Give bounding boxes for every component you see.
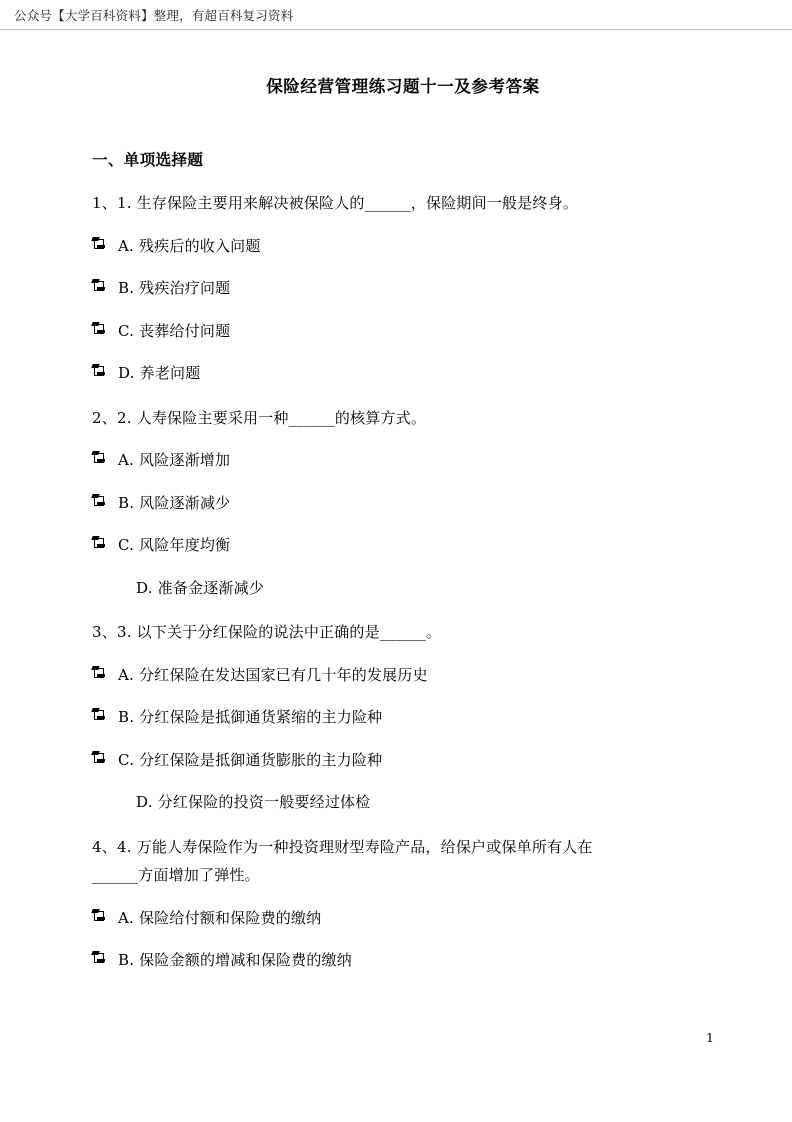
checkbox-icon[interactable] — [92, 752, 106, 765]
document-body — [92, 64, 714, 972]
option-label: B. 分红保险是抵御通货紧缩的主力险种 — [118, 708, 383, 727]
option-row[interactable] — [92, 362, 714, 385]
question-number: 4、 — [92, 837, 117, 856]
watermark-text: 公众号【大学百科资料】整理，有超百科复习资料 — [14, 8, 294, 23]
option-row[interactable] — [92, 277, 714, 300]
option-row[interactable] — [92, 907, 714, 930]
question-text: 4. 万能人寿保险作为一种投资理财型寿险产品，给保户或保单所有人在 — [116, 837, 593, 856]
question-text: 2. 人寿保险主要采用一种______的核算方式。 — [116, 408, 427, 427]
checkbox-icon[interactable] — [92, 952, 106, 965]
question-text: 1. 生存保险主要用来解决被保险人的______，保险期间一般是终身。 — [116, 194, 579, 213]
option-label: D. 分红保险的投资一般要经过体检 — [136, 793, 371, 812]
checkbox-icon[interactable] — [92, 709, 106, 722]
option-row[interactable] — [92, 791, 714, 814]
option-row[interactable] — [92, 235, 714, 258]
checkbox-icon[interactable] — [92, 280, 106, 293]
checkbox-icon[interactable] — [92, 495, 106, 508]
checkbox-icon[interactable] — [92, 910, 106, 923]
option-row[interactable] — [92, 577, 714, 600]
question-line — [92, 621, 714, 644]
option-label: C. 丧葬给付问题 — [118, 321, 231, 340]
checkbox-icon[interactable] — [92, 537, 106, 550]
page-title: 保险经营管理练习题十一及参考答案 — [266, 77, 540, 96]
question-number: 2、 — [92, 408, 117, 427]
option-label: A. 分红保险在发达国家已有几十年的发展历史 — [118, 665, 428, 684]
checkbox-icon[interactable] — [92, 238, 106, 251]
question-number: 3、 — [92, 623, 117, 642]
option-row[interactable] — [92, 534, 714, 557]
option-label: B. 风险逐渐减少 — [118, 493, 231, 512]
option-label: C. 风险年度均衡 — [118, 536, 231, 555]
question-continuation: ______方面增加了弹性。 — [92, 866, 260, 885]
option-row[interactable] — [92, 449, 714, 472]
page-number: 1 — [706, 1030, 714, 1045]
checkbox-icon[interactable] — [92, 323, 106, 336]
option-label: C. 分红保险是抵御通货膨胀的主力险种 — [118, 750, 383, 769]
question-line — [92, 836, 714, 859]
question-number: 1、 — [92, 194, 117, 213]
option-label: A. 保险给付额和保险费的缴纳 — [118, 908, 322, 927]
option-row[interactable] — [92, 706, 714, 729]
section-heading: 一、单项选择题 — [92, 150, 204, 170]
option-row[interactable] — [92, 664, 714, 687]
question-line — [92, 407, 714, 430]
option-label: A. 残疾后的收入问题 — [118, 236, 261, 255]
option-label: D. 准备金逐渐减少 — [136, 578, 265, 597]
question-text: 3. 以下关于分红保险的说法中正确的是______。 — [116, 623, 442, 642]
option-row[interactable] — [92, 949, 714, 972]
question-line — [92, 192, 714, 215]
option-row[interactable] — [92, 749, 714, 772]
option-row[interactable] — [92, 492, 714, 515]
option-row[interactable] — [92, 320, 714, 343]
checkbox-icon[interactable] — [92, 365, 106, 378]
watermark-header-band — [0, 0, 792, 30]
option-label: A. 风险逐渐增加 — [118, 451, 231, 470]
checkbox-icon[interactable] — [92, 452, 106, 465]
option-label: B. 保险金额的增减和保险费的缴纳 — [118, 951, 352, 970]
option-label: D. 养老问题 — [118, 364, 201, 383]
option-label: B. 残疾治疗问题 — [118, 279, 231, 298]
checkbox-icon[interactable] — [92, 667, 106, 680]
